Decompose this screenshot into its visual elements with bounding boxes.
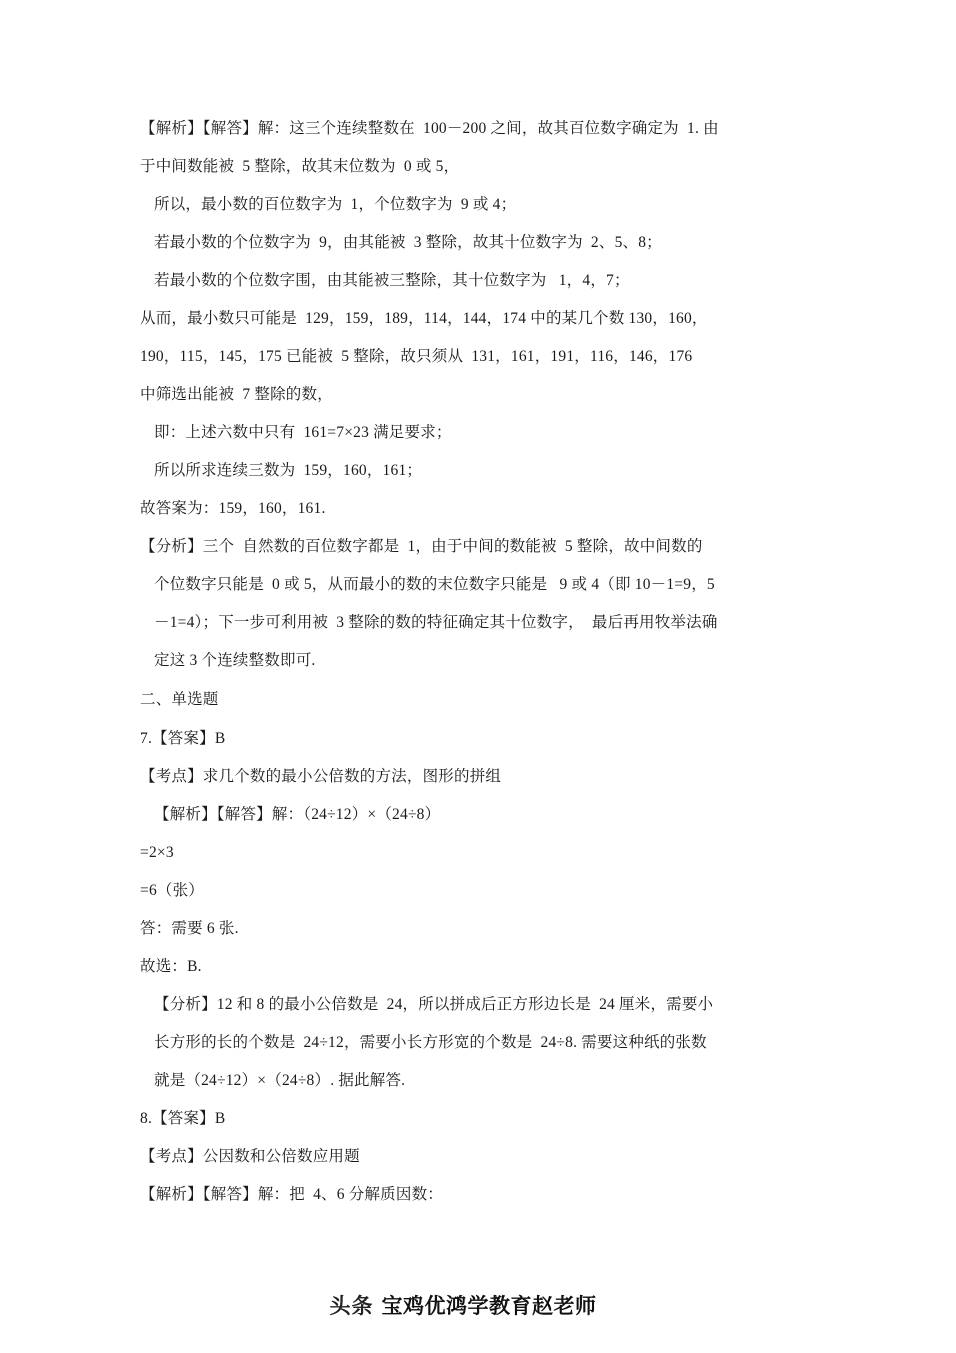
text-line: =2×3: [140, 844, 174, 861]
text-line: 【解析】【解答】解：这三个连续整数在 100－200 之间，故其百位数字确定为 1. 由: [140, 120, 719, 137]
text-line: 就是（24÷12）×（24÷8）. 据此解答.: [154, 1072, 406, 1089]
text-line: 【解析】【解答】解：（24÷12）×（24÷8）: [154, 806, 441, 823]
page-footer: [0, 1290, 956, 1320]
text-line: 答：需要 6 张.: [140, 920, 239, 937]
text-line: 所以所求连续三数为 159，160，161；: [154, 462, 423, 479]
text-line: 【考点】求几个数的最小公倍数的方法，图形的拼组: [140, 768, 502, 785]
toutiao-logo: 头条: [329, 1295, 374, 1318]
document-body: [140, 110, 820, 1214]
text-line: 【考点】公因数和公倍数应用题: [140, 1148, 360, 1165]
text-line: 故答案为：159，160，161.: [140, 500, 326, 517]
text-line: 【分析】12 和 8 的最小公倍数是 24，所以拼成后正方形边长是 24 厘米，需要小: [154, 996, 714, 1013]
text-line: 190，115，145，175 已能被 5 整除，故只须从 131，161，191，116，146，176: [140, 348, 693, 365]
footer-author-name: 宝鸡优鸿学教育赵老师: [381, 1295, 597, 1318]
text-line: 故选：B.: [140, 958, 202, 975]
answer-heading: 7.【答案】B: [140, 730, 226, 747]
section-heading: 二、单选题: [140, 691, 219, 708]
text-line: 即：上述六数中只有 161=7×23 满足要求；: [154, 424, 452, 441]
text-line: 若最小数的个位数字围，由其能被三整除，其十位数字为 1，4，7；: [154, 272, 630, 289]
text-line: 所以，最小数的百位数字为 1，个位数字为 9 或 4；: [154, 196, 517, 213]
text-line: 若最小数的个位数字为 9，由其能被 3 整除，故其十位数字为 2、5、8；: [154, 234, 662, 251]
text-line: 于中间数能被 5 整除，故其末位数为 0 或 5，: [140, 158, 460, 175]
text-line: －1=4）；下一步可利用被 3 整除的数的特征确定其十位数字， 最后再用牧举法确: [154, 614, 718, 631]
text-line: =6（张）: [140, 882, 204, 899]
text-line: 【分析】三个 自然数的百位数字都是 1，由于中间的数能被 5 整除，故中间数的: [140, 538, 703, 555]
text-line: 从而，最小数只可能是 129，159，189，114，144，174 中的某几个数 130，160，: [140, 310, 708, 327]
text-line: 个位数字只能是 0 或 5，从而最小的数的末位数字只能是 9 或 4（即 10－1=9，5: [154, 576, 715, 593]
answer-heading: 8.【答案】B: [140, 1110, 226, 1127]
text-line: 中筛选出能被 7 整除的数，: [140, 386, 333, 403]
text-line: 【解析】【解答】解：把 4、6 分解质因数：: [140, 1186, 443, 1203]
text-line: 长方形的长的个数是 24÷12，需要小长方形宽的个数是 24÷8. 需要这种纸的张数: [154, 1034, 707, 1051]
text-line: 定这 3 个连续整数即可.: [154, 652, 316, 669]
